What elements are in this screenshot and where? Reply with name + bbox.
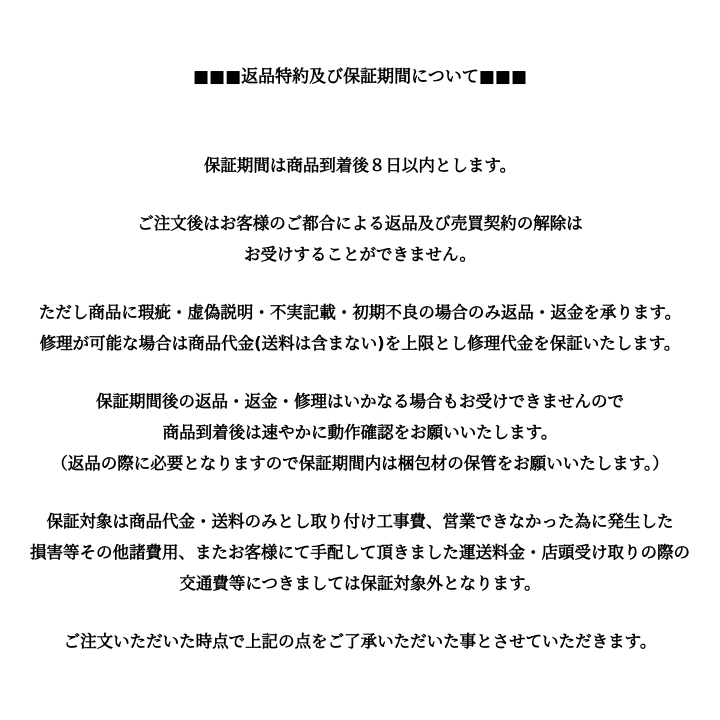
policy-line: 保証期間は商品到着後８日以内とします。 bbox=[203, 156, 517, 175]
policy-line: ご注文後はお客様のご都合による返品及び売買契約の解除は bbox=[137, 214, 583, 233]
policy-line: 商品到着後は速やかに動作確認をお願いいたします。 bbox=[162, 423, 558, 442]
policy-line: （返品の際に必要となりますので保証期間内は梱包材の保管をお願いいたします。） bbox=[51, 454, 669, 473]
policy-line: 保証対象は商品代金・送料のみとし取り付け工事費、営業できなかった為に発生した bbox=[46, 512, 674, 531]
paragraph-defect-exceptions bbox=[0, 297, 720, 359]
policy-line: ご注文いただいた時点で上記の点をご了承いただいた事とさせていただきます。 bbox=[63, 632, 657, 651]
paragraph-no-cancellation bbox=[0, 208, 720, 270]
policy-line: 修理が可能な場合は商品代金(送料は含まない)を上限とし修理代金を保証いたします。 bbox=[39, 334, 681, 353]
page-title: ■■■返品特約及び保証期間について■■■ bbox=[192, 67, 528, 87]
policy-line: ただし商品に瑕疵・虚偽説明・不実記載・初期不良の場合のみ返品・返金を承ります。 bbox=[38, 303, 682, 322]
paragraph-coverage-scope bbox=[0, 506, 720, 599]
policy-line: 交通費等につきましては保証対象外となります。 bbox=[179, 574, 541, 593]
policy-line: 保証期間後の返品・返金・修理はいかなる場合もお受けできませんので bbox=[96, 392, 624, 411]
paragraph-acknowledgement bbox=[0, 626, 720, 657]
policy-line: お受けすることができません。 bbox=[244, 245, 476, 264]
policy-line: 損害等その他諸費用、またお客様にて手配して頂きました運送料金・店頭受け取りの際の bbox=[30, 543, 690, 562]
paragraph-after-warranty bbox=[0, 386, 720, 479]
paragraph-warranty-period bbox=[0, 150, 720, 181]
